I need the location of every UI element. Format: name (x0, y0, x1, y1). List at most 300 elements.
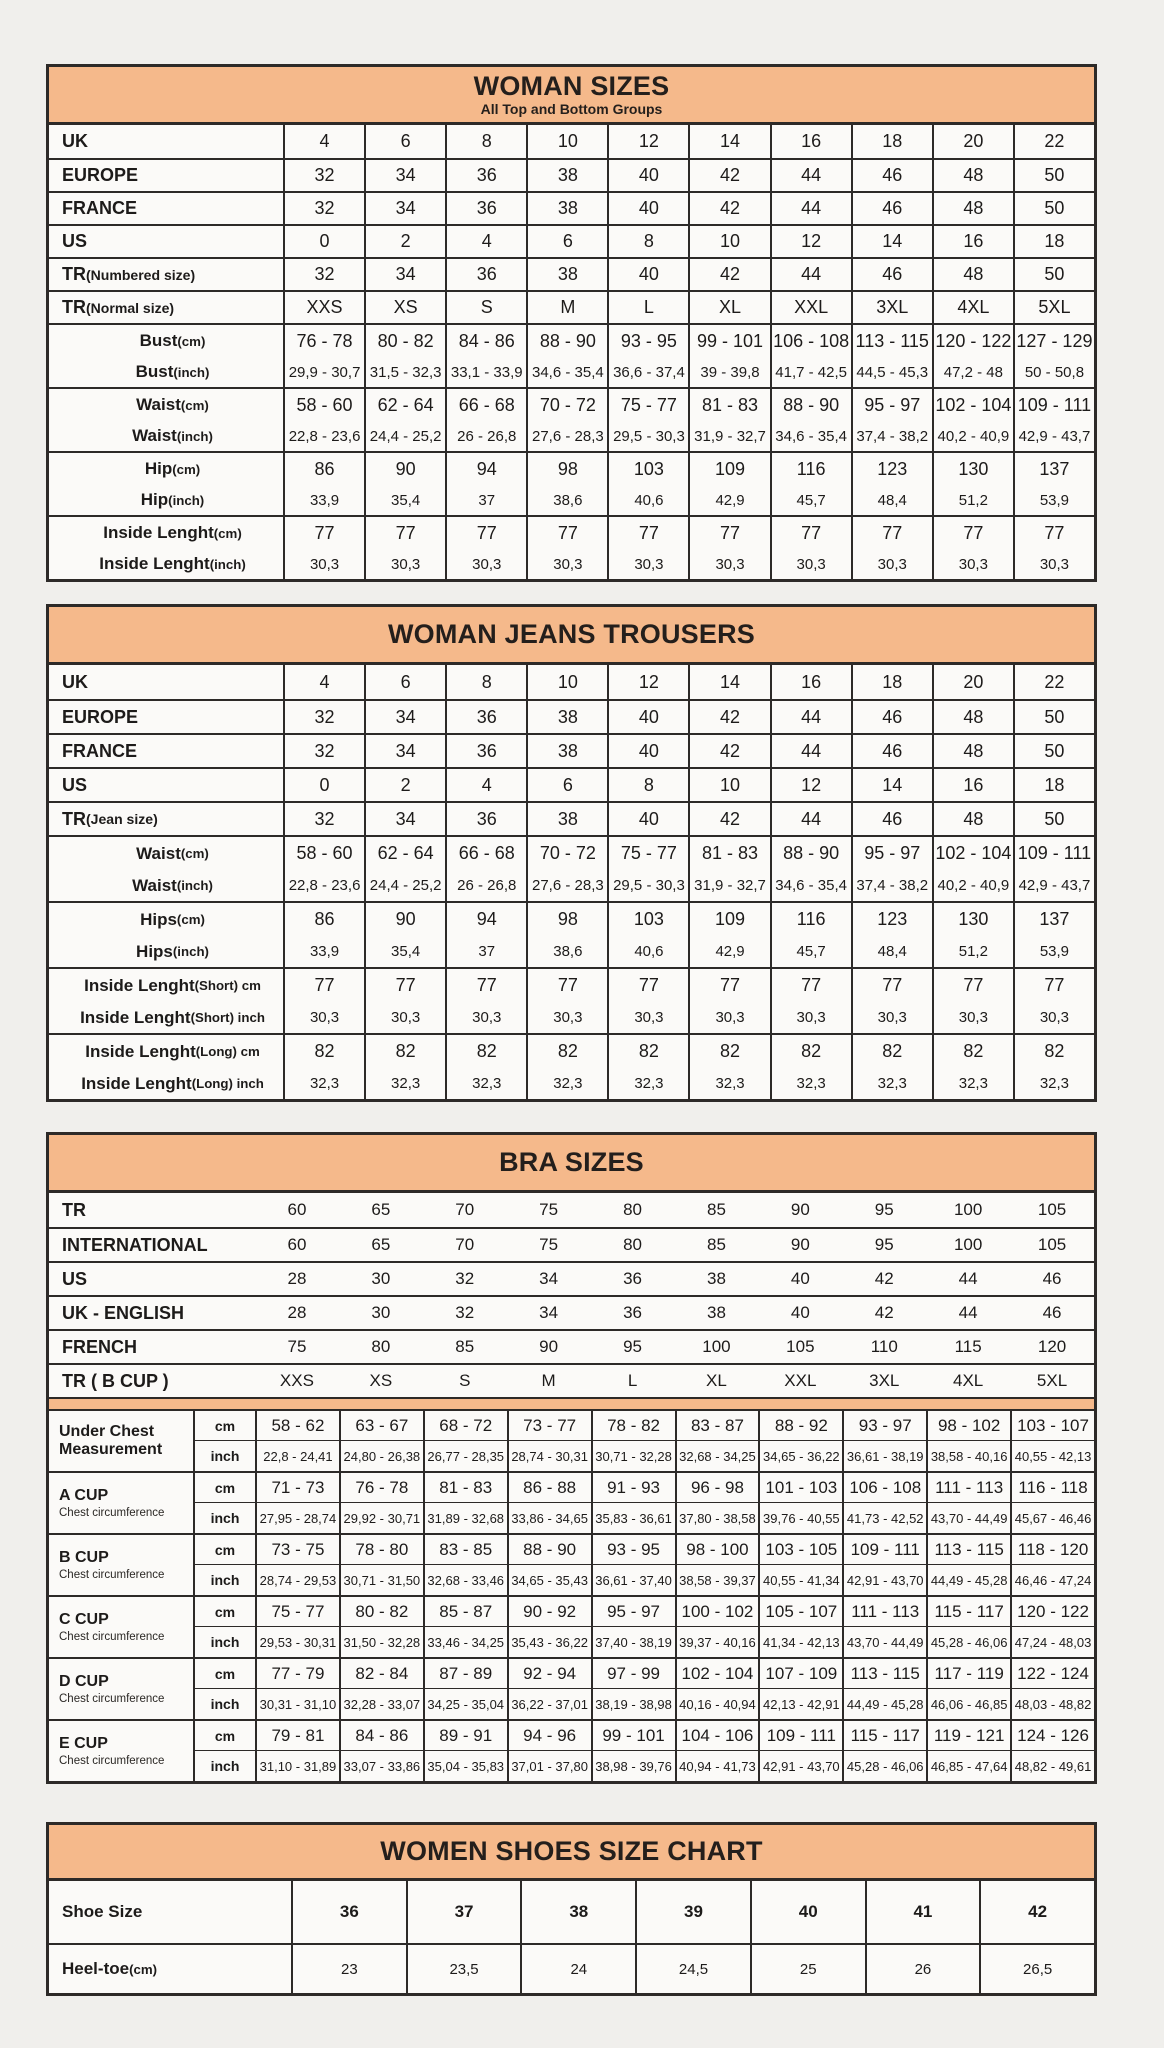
size-value: 85 (706, 1200, 726, 1219)
size-value-inch: 41,34 - 42,13 (758, 1626, 842, 1657)
size-value-inch: 43,70 - 44,49 (926, 1502, 1010, 1533)
size-value-pair (851, 1035, 932, 1099)
row-label-inch: Inside Lenght (Long) inch (81, 1073, 264, 1093)
row-label-cm: Inside Lenght (cm) (103, 523, 242, 543)
size-value: XS (369, 1371, 393, 1390)
size-value-inch: 30,71 - 31,50 (339, 1564, 423, 1595)
size-value-cm: 77 (314, 975, 335, 996)
size-value-cm: 113 - 115 (842, 1659, 926, 1688)
row-label-cm: Bust (cm) (139, 331, 206, 351)
size-value-cm: 75 - 77 (620, 394, 677, 415)
row-label (49, 837, 283, 901)
size-value-inch: 32,3 (472, 1075, 502, 1093)
row-label (49, 1597, 193, 1657)
size-value: 48 (932, 259, 1013, 290)
size-value: 95 (623, 1337, 642, 1356)
size-value-cm: 82 (720, 1041, 741, 1062)
row-label: UK (62, 131, 88, 151)
size-value: 12 (607, 665, 688, 699)
size-value: 14 (851, 769, 932, 801)
unit-label-inch: inch (193, 1750, 255, 1781)
row-label-cm: Hip (cm) (144, 459, 201, 479)
size-value: 32 (455, 1269, 475, 1288)
size-value-cm: 81 - 83 (702, 394, 759, 415)
size-value: 16 (932, 226, 1013, 257)
size-value-inch: 37,40 - 38,19 (591, 1626, 675, 1657)
size-value: 40 (607, 735, 688, 767)
size-value-cm: 102 - 104 (675, 1659, 759, 1688)
size-value: 75 (539, 1235, 559, 1254)
size-value-pair (607, 453, 688, 515)
size-value-pair (526, 389, 607, 451)
size-value-pair (851, 969, 932, 1033)
size-value: 44 (770, 259, 851, 290)
size-value-cm: 115 - 117 (842, 1721, 926, 1750)
size-value: 42 (688, 701, 769, 733)
size-value-cm: 77 (476, 975, 497, 996)
size-value-inch: 30,3 (796, 555, 826, 573)
table-row (49, 1595, 1094, 1657)
row-label: Heel-toe (cm) (62, 1959, 158, 1978)
size-value: 8 (445, 665, 526, 699)
size-value: 6 (526, 769, 607, 801)
size-value-cm: 86 (314, 909, 335, 930)
row-label: FRENCH (62, 1336, 137, 1357)
size-value-cm: 99 - 101 (697, 330, 764, 351)
size-value-pair (445, 517, 526, 579)
size-value-cm: 107 - 109 (758, 1659, 842, 1688)
size-value: 32 (283, 160, 364, 191)
size-value-inch: 36,6 - 37,4 (613, 363, 685, 381)
row-label: UK (62, 671, 88, 692)
size-value-cm: 83 - 87 (675, 1411, 759, 1440)
size-value-cm: 78 - 80 (339, 1535, 423, 1564)
size-value-cm: 109 (715, 909, 746, 930)
size-value-pair (607, 389, 688, 451)
size-value: 44 (770, 160, 851, 191)
size-value-pair (851, 325, 932, 387)
size-value: 38 (706, 1303, 726, 1322)
size-value: 42 (688, 193, 769, 224)
women-shoes-rows (49, 1881, 1094, 1993)
row-label: US (62, 1268, 88, 1289)
size-value: 38 (706, 1269, 726, 1288)
size-value-inch: 40,55 - 41,34 (758, 1564, 842, 1595)
size-value-cm: 58 - 60 (296, 394, 353, 415)
size-value-inch: 45,28 - 46,06 (842, 1750, 926, 1781)
row-label: FRANCE (62, 740, 137, 761)
size-value-inch: 39,37 - 40,16 (675, 1626, 759, 1657)
size-value: L (627, 1371, 638, 1390)
size-value-pair (283, 969, 364, 1033)
size-value-cm: 106 - 108 (773, 330, 850, 351)
size-value-cm: 77 (963, 975, 984, 996)
size-value-inch: 38,6 (553, 491, 583, 509)
size-value-cm: 77 (395, 975, 416, 996)
table-row (49, 125, 1094, 158)
size-value-inch: 29,5 - 30,3 (613, 877, 685, 895)
size-value-cm: 127 - 129 (1016, 330, 1093, 351)
size-value: 28 (287, 1269, 307, 1288)
size-value-cm: 101 - 103 (758, 1473, 842, 1502)
size-value-inch: 27,95 - 28,74 (255, 1502, 339, 1533)
size-value-pair (851, 453, 932, 515)
size-value-inch: 31,10 - 31,89 (255, 1750, 339, 1781)
size-value-inch: 46,85 - 47,64 (926, 1750, 1010, 1781)
size-value-inch: 31,5 - 32,3 (369, 363, 442, 381)
size-value-cm: 80 - 82 (339, 1597, 423, 1626)
size-value-inch: 24,4 - 25,2 (369, 427, 442, 445)
size-value: 12 (770, 226, 851, 257)
size-value: XXS (283, 292, 364, 323)
size-value-inch: 32,3 (796, 1075, 826, 1093)
size-value-pair (445, 389, 526, 451)
size-value: 24 (520, 1945, 635, 1993)
size-value: 115 (954, 1337, 982, 1356)
size-value: 48 (932, 160, 1013, 191)
size-value: 44 (770, 701, 851, 733)
row-label-inch: Inside Lenght (Short) inch (80, 1007, 265, 1027)
table-row (49, 1881, 1094, 1943)
size-value-inch: 41,73 - 42,52 (842, 1502, 926, 1533)
size-value-inch: 34,6 - 35,4 (775, 427, 847, 445)
size-value-cm: 78 - 82 (591, 1411, 675, 1440)
size-value: 46 (1042, 1269, 1062, 1288)
size-value: 44 (770, 193, 851, 224)
cup-sublabel: Chest circumference (59, 1754, 165, 1767)
size-value: 48 (932, 193, 1013, 224)
size-value: 10 (526, 125, 607, 158)
unit-label-cm: cm (193, 1411, 255, 1440)
size-value-pair (1013, 325, 1094, 387)
size-value-inch: 45,67 - 46,46 (1010, 1502, 1094, 1533)
size-value-pair (364, 517, 445, 579)
size-value-cm: 123 (877, 909, 908, 930)
size-value-cm: 102 - 104 (935, 394, 1012, 415)
size-value: 32 (283, 803, 364, 835)
size-value: 37 (406, 1881, 521, 1943)
row-label: INTERNATIONAL (62, 1234, 208, 1255)
size-value-inch: 39 - 39,8 (700, 363, 760, 381)
size-value: 70 (455, 1235, 475, 1254)
size-value-cm: 122 - 124 (1010, 1659, 1094, 1688)
size-value: 12 (770, 769, 851, 801)
size-value: XXS (279, 1371, 314, 1390)
size-value: 42 (874, 1269, 894, 1288)
size-value-pair (688, 389, 769, 451)
size-value-inch: 37,01 - 37,80 (507, 1750, 591, 1781)
size-value-cm: 93 - 97 (842, 1411, 926, 1440)
size-value: 90 (790, 1235, 810, 1254)
size-value: 40 (607, 701, 688, 733)
size-value-inch: 30,3 (958, 1009, 988, 1027)
woman-jeans-table (46, 604, 1097, 1102)
size-value: 16 (770, 125, 851, 158)
size-value-cm: 82 (638, 1041, 659, 1062)
size-value: 46 (851, 160, 932, 191)
table-row (49, 323, 1094, 387)
size-value-inch: 30,3 (391, 1009, 421, 1027)
size-value-cm: 103 (633, 909, 664, 930)
size-value: 85 (455, 1337, 475, 1356)
size-value-pair (526, 969, 607, 1033)
size-value-cm: 109 - 111 (1017, 843, 1092, 864)
size-value-inch: 32,3 (1039, 1075, 1070, 1093)
size-value: 25 (750, 1945, 865, 1993)
table-row (49, 1193, 1094, 1227)
size-value-inch: 40,2 - 40,9 (937, 427, 1010, 445)
size-value-pair (607, 517, 688, 579)
size-value-cm: 130 (958, 909, 989, 930)
unit-label-inch: inch (193, 1564, 255, 1595)
size-value-inch: 27,6 - 28,3 (531, 877, 604, 895)
size-value-cm: 109 (715, 458, 746, 479)
size-value: 40 (790, 1269, 810, 1288)
size-value: L (607, 292, 688, 323)
size-value-inch: 47,2 - 48 (943, 363, 1003, 381)
size-value: 28 (287, 1303, 307, 1322)
size-value: 20 (932, 665, 1013, 699)
size-value: 34 (364, 803, 445, 835)
size-value: 50 (1013, 735, 1094, 767)
size-value-inch: 32,3 (553, 1075, 583, 1093)
size-value-inch: 22,8 - 23,6 (288, 877, 361, 895)
size-value-cm: 77 (720, 975, 741, 996)
size-value: 46 (851, 803, 932, 835)
size-value: 14 (851, 226, 932, 257)
size-value: 34 (364, 160, 445, 191)
size-value: 34 (364, 701, 445, 733)
row-label: FRANCE (62, 198, 137, 218)
size-value-inch: 29,92 - 30,71 (339, 1502, 423, 1533)
size-value-cm: 77 (882, 975, 903, 996)
size-value-inch: 27,6 - 28,3 (531, 427, 604, 445)
size-value-cm: 88 - 90 (783, 394, 840, 415)
size-value-cm: 113 - 115 (926, 1535, 1010, 1564)
unit-label-inch: inch (193, 1688, 255, 1719)
size-value: 90 (790, 1200, 810, 1219)
size-value-cm: 76 - 78 (296, 330, 353, 351)
woman-jeans-rows (49, 665, 1094, 1099)
size-value-cm: 77 (638, 975, 659, 996)
size-value-inch: 42,91 - 43,70 (758, 1750, 842, 1781)
size-value-cm: 77 (801, 522, 822, 543)
size-value-cm: 95 - 97 (864, 394, 921, 415)
size-value-pair (526, 903, 607, 967)
row-label-cm: Hips (cm) (140, 909, 205, 929)
size-value: 23,5 (406, 1945, 521, 1993)
size-value-cm: 77 (476, 522, 497, 543)
table-row (49, 191, 1094, 224)
row-label: EUROPE (62, 706, 139, 727)
size-value-inch: 32,28 - 33,07 (339, 1688, 423, 1719)
row-label: TR ( B CUP ) (62, 1370, 169, 1391)
size-value: 0 (283, 769, 364, 801)
size-value: 34 (539, 1303, 559, 1322)
size-value: 23 (291, 1945, 406, 1993)
size-value-inch: 30,3 (796, 1009, 826, 1027)
size-value: 50 (1013, 701, 1094, 733)
size-value: 120 (1037, 1337, 1067, 1356)
size-value: 36 (623, 1269, 642, 1288)
table-row (49, 224, 1094, 257)
women-shoes-header (49, 1825, 1094, 1881)
size-value-cm: 90 (395, 458, 416, 479)
size-value: 75 (287, 1337, 307, 1356)
cup-label: Under Chest Measurement (59, 1422, 163, 1458)
table-row (49, 1227, 1094, 1261)
size-value-cm: 94 (476, 909, 497, 930)
woman-sizes-rows (49, 125, 1094, 579)
size-value: 14 (688, 125, 769, 158)
size-value-pair (688, 903, 769, 967)
size-value: 26 (865, 1945, 980, 1993)
size-value-inch: 35,4 (391, 491, 421, 509)
row-label-cm: Waist (cm) (136, 843, 209, 863)
size-value-pair (1013, 389, 1094, 451)
size-value-inch: 32,3 (877, 1075, 907, 1093)
size-value-inch: 36,61 - 38,19 (842, 1440, 926, 1471)
size-value: 6 (364, 665, 445, 699)
size-value-cm: 70 - 72 (539, 394, 596, 415)
size-value-cm: 102 - 104 (935, 843, 1012, 864)
bra-sizes-header (49, 1135, 1094, 1193)
table-row (49, 1943, 1094, 1993)
size-value: 40 (750, 1881, 865, 1943)
size-value-inch: 30,3 (634, 555, 664, 573)
size-value-cm: 83 - 85 (423, 1535, 507, 1564)
size-value-cm: 77 (1044, 975, 1065, 996)
size-value: 41 (865, 1881, 980, 1943)
size-value: 46 (851, 193, 932, 224)
size-value-inch: 30,71 - 32,28 (591, 1440, 675, 1471)
size-value-pair (283, 453, 364, 515)
size-value-inch: 33,46 - 34,25 (423, 1626, 507, 1657)
size-value-cm: 82 (314, 1041, 335, 1062)
size-value-cm: 77 (638, 522, 659, 543)
size-value: 12 (607, 125, 688, 158)
size-value-pair (283, 837, 364, 901)
size-value-inch: 53,9 (1039, 943, 1070, 961)
size-value: 38 (526, 803, 607, 835)
size-value: 4XL (953, 1371, 984, 1390)
table-row (49, 387, 1094, 451)
size-value-pair (770, 389, 851, 451)
size-value: 100 (953, 1235, 983, 1254)
size-value-pair (688, 517, 769, 579)
size-value: 24,5 (635, 1945, 750, 1993)
size-value-pair (283, 517, 364, 579)
size-value-inch: 34,6 - 35,4 (775, 877, 847, 895)
size-value-pair (607, 969, 688, 1033)
size-value: 22 (1013, 125, 1094, 158)
size-value-inch: 30,3 (715, 555, 745, 573)
size-value-pair (364, 969, 445, 1033)
size-value: 30 (371, 1303, 391, 1322)
size-value: M (541, 1371, 556, 1390)
size-value: 42 (688, 160, 769, 191)
cup-sublabel: Chest circumference (59, 1692, 165, 1705)
size-value-pair (283, 1035, 364, 1099)
size-value: 32 (283, 193, 364, 224)
row-label (49, 1721, 193, 1781)
size-value-inch: 35,83 - 36,61 (591, 1502, 675, 1533)
size-value-inch: 42,91 - 43,70 (842, 1564, 926, 1595)
size-value-inch: 34,65 - 35,43 (507, 1564, 591, 1595)
size-value: XL (688, 292, 769, 323)
size-value-cm: 96 - 98 (675, 1473, 759, 1502)
size-value: 8 (607, 769, 688, 801)
size-value: 4XL (932, 292, 1013, 323)
size-value-pair (607, 325, 688, 387)
row-label (49, 903, 283, 967)
size-value: 48 (932, 803, 1013, 835)
size-value-pair (526, 325, 607, 387)
size-value-pair (1013, 1035, 1094, 1099)
size-value-pair (851, 389, 932, 451)
size-value-inch: 34,6 - 35,4 (531, 363, 604, 381)
size-value: 48 (932, 735, 1013, 767)
size-value-inch: 32,3 (958, 1075, 988, 1093)
size-value-inch: 33,86 - 34,65 (507, 1502, 591, 1533)
size-value-inch: 37,4 - 38,2 (856, 427, 929, 445)
size-value-inch: 46,46 - 47,24 (1010, 1564, 1094, 1595)
row-label: US (62, 231, 88, 251)
size-value-cm: 70 - 72 (539, 843, 596, 864)
size-value-cm: 82 (476, 1041, 497, 1062)
size-value-inch: 38,98 - 39,76 (591, 1750, 675, 1781)
size-value: 48 (932, 701, 1013, 733)
size-value: 65 (371, 1200, 391, 1219)
table-row (49, 1719, 1094, 1781)
unit-label-cm: cm (193, 1597, 255, 1626)
size-value: S (445, 292, 526, 323)
size-value-inch: 37 (478, 943, 496, 961)
cup-label: D CUP (59, 1673, 109, 1691)
size-value-inch: 30,3 (309, 1009, 340, 1027)
size-value-pair (770, 325, 851, 387)
size-value-cm: 89 - 91 (423, 1721, 507, 1750)
table-row (49, 835, 1094, 901)
size-value: 36 (291, 1881, 406, 1943)
size-value: 36 (445, 259, 526, 290)
size-value: 105 (1037, 1235, 1067, 1254)
size-value-cm: 82 (963, 1041, 984, 1062)
size-value-pair (364, 837, 445, 901)
size-value-inch: 33,1 - 33,9 (450, 363, 523, 381)
size-value-cm: 79 - 81 (255, 1721, 339, 1750)
row-label (49, 1035, 283, 1099)
size-value-inch: 30,3 (553, 1009, 583, 1027)
size-value-pair (851, 903, 932, 967)
size-value-cm: 58 - 62 (255, 1411, 339, 1440)
size-value: 10 (526, 665, 607, 699)
row-label-inch: Hip (inch) (140, 490, 205, 510)
row-label (49, 453, 283, 515)
divider-strip (49, 1397, 1094, 1411)
size-value-inch: 51,2 (958, 491, 988, 509)
size-value: 10 (688, 226, 769, 257)
unit-label-cm: cm (193, 1473, 255, 1502)
size-value: 36 (445, 160, 526, 191)
size-value-cm: 77 (720, 522, 741, 543)
size-value-pair (688, 837, 769, 901)
size-value-inch: 40,6 (634, 491, 664, 509)
size-value-cm: 103 - 105 (758, 1535, 842, 1564)
row-label-cm: Inside Lenght (Short) cm (84, 975, 261, 995)
size-value-pair (445, 325, 526, 387)
size-value-cm: 103 - 107 (1010, 1411, 1094, 1440)
